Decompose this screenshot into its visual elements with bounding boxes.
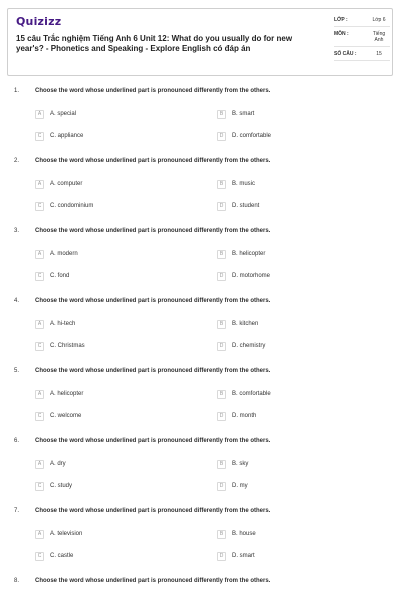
option-a[interactable]: [35, 459, 66, 469]
meta-grade-label: LỚP :: [334, 17, 348, 23]
option-a[interactable]: [35, 179, 82, 189]
question-number: 1.: [14, 88, 20, 94]
option-text: B. comfortable: [232, 391, 271, 397]
question-number: 2.: [14, 158, 20, 164]
option-b[interactable]: [217, 529, 256, 539]
question-6: [0, 436, 400, 506]
option-text: D. motorhome: [232, 273, 271, 279]
option-a[interactable]: [35, 389, 83, 399]
question-7: [0, 506, 400, 576]
option-b[interactable]: [217, 319, 258, 329]
option-text: C. appliance: [50, 133, 84, 139]
question-number: 5.: [14, 368, 20, 374]
option-d[interactable]: [217, 271, 270, 281]
option-b[interactable]: [217, 249, 265, 259]
option-letter: A: [35, 320, 44, 329]
option-letter: A: [35, 390, 44, 399]
option-b[interactable]: [217, 179, 255, 189]
question-3: [0, 226, 400, 296]
option-letter: D: [217, 482, 226, 491]
option-c[interactable]: [35, 411, 81, 421]
question-text: Choose the word whose underlined part is pronounced differently from the others.: [35, 368, 271, 374]
option-a[interactable]: [35, 319, 75, 329]
worksheet-meta: [334, 13, 390, 61]
option-text: B. music: [232, 181, 256, 187]
option-text: A. helicopter: [50, 391, 84, 397]
option-d[interactable]: [217, 341, 265, 351]
option-letter: B: [217, 390, 226, 399]
option-text: B. house: [232, 531, 256, 537]
option-letter: B: [217, 530, 226, 539]
question-1: [0, 86, 400, 156]
option-c[interactable]: [35, 551, 73, 561]
option-text: B. smart: [232, 111, 255, 117]
option-letter: A: [35, 530, 44, 539]
question-list: [0, 86, 400, 600]
option-a[interactable]: [35, 249, 78, 259]
option-text: C. condominium: [50, 203, 94, 209]
option-text: D. month: [232, 413, 257, 419]
meta-count-value: 15: [376, 51, 382, 57]
option-text: B. kitchen: [232, 321, 259, 327]
option-text: D. smart: [232, 553, 255, 559]
option-d[interactable]: [217, 551, 255, 561]
option-text: C. castle: [50, 553, 74, 559]
option-letter: C: [35, 132, 44, 141]
option-a[interactable]: [35, 529, 82, 539]
option-text: D. student: [232, 203, 260, 209]
option-text: A. computer: [50, 181, 83, 187]
option-letter: D: [217, 342, 226, 351]
option-c[interactable]: [35, 271, 69, 281]
meta-grade-value: Lớp 6: [372, 17, 386, 23]
question-text: Choose the word whose underlined part is pronounced differently from the others.: [35, 508, 271, 514]
option-text: C. study: [50, 483, 73, 489]
question-text: Choose the word whose underlined part is pronounced differently from the others.: [35, 158, 271, 164]
question-text: Choose the word whose underlined part is pronounced differently from the others.: [35, 228, 271, 234]
quizizz-logo: Quizizz: [16, 15, 62, 28]
option-text: A. hi-tech: [50, 321, 76, 327]
meta-row-subject: [334, 27, 390, 47]
option-letter: C: [35, 552, 44, 561]
option-letter: A: [35, 250, 44, 259]
option-letter: A: [35, 110, 44, 119]
option-letter: B: [217, 250, 226, 259]
option-text: A. television: [50, 531, 83, 537]
option-text: A. dry: [50, 461, 66, 467]
option-text: C. welcome: [50, 413, 82, 419]
option-text: D. comfortable: [232, 133, 272, 139]
question-number: 8.: [14, 578, 20, 584]
question-number: 6.: [14, 438, 20, 444]
question-text: Choose the word whose underlined part is pronounced differently from the others.: [35, 88, 271, 94]
option-text: C. fond: [50, 273, 70, 279]
option-letter: D: [217, 132, 226, 141]
worksheet-title: 15 câu Trắc nghiệm Tiếng Anh 6 Unit 12: What do you usually do for new year's? - Phonetics and Speaking - Explore English có đáp án: [16, 34, 293, 53]
question-2: [0, 156, 400, 226]
option-letter: A: [35, 180, 44, 189]
option-letter: C: [35, 202, 44, 211]
option-d[interactable]: [217, 201, 259, 211]
option-c[interactable]: [35, 131, 83, 141]
option-text: C. Christmas: [50, 343, 85, 349]
meta-subject-label: MÔN :: [334, 31, 349, 37]
option-letter: C: [35, 482, 44, 491]
question-number: 3.: [14, 228, 20, 234]
option-b[interactable]: [217, 389, 271, 399]
question-text: Choose the word whose underlined part is pronounced differently from the others.: [35, 298, 271, 304]
option-letter: A: [35, 460, 44, 469]
option-letter: C: [35, 272, 44, 281]
option-letter: D: [217, 272, 226, 281]
meta-subject-value: Tiếng Anh: [372, 31, 386, 43]
worksheet-header: [7, 8, 393, 76]
question-5: [0, 366, 400, 436]
option-b[interactable]: [217, 109, 254, 119]
option-text: D. chemistry: [232, 343, 266, 349]
option-text: B. helicopter: [232, 251, 266, 257]
option-letter: B: [217, 180, 226, 189]
question-number: 4.: [14, 298, 20, 304]
option-letter: B: [217, 320, 226, 329]
option-text: B. sky: [232, 461, 249, 467]
question-8: [0, 576, 400, 600]
option-d[interactable]: [217, 131, 271, 141]
option-d[interactable]: [217, 411, 256, 421]
option-text: D. my: [232, 483, 248, 489]
option-c[interactable]: [35, 341, 85, 351]
option-d[interactable]: [217, 481, 248, 491]
option-letter: C: [35, 412, 44, 421]
option-b[interactable]: [217, 459, 248, 469]
option-a[interactable]: [35, 109, 76, 119]
option-text: A. modern: [50, 251, 78, 257]
option-letter: C: [35, 342, 44, 351]
meta-row-count: [334, 47, 390, 61]
option-letter: D: [217, 412, 226, 421]
option-c[interactable]: [35, 481, 72, 491]
option-letter: D: [217, 552, 226, 561]
question-text: Choose the word whose underlined part is pronounced differently from the others.: [35, 578, 271, 584]
option-c[interactable]: [35, 201, 93, 211]
meta-count-label: SỐ CÂU :: [334, 51, 357, 57]
option-letter: B: [217, 110, 226, 119]
option-letter: D: [217, 202, 226, 211]
option-text: A. special: [50, 111, 77, 117]
question-number: 7.: [14, 508, 20, 514]
meta-row-grade: [334, 13, 390, 27]
option-letter: B: [217, 460, 226, 469]
question-text: Choose the word whose underlined part is pronounced differently from the others.: [35, 438, 271, 444]
question-4: [0, 296, 400, 366]
